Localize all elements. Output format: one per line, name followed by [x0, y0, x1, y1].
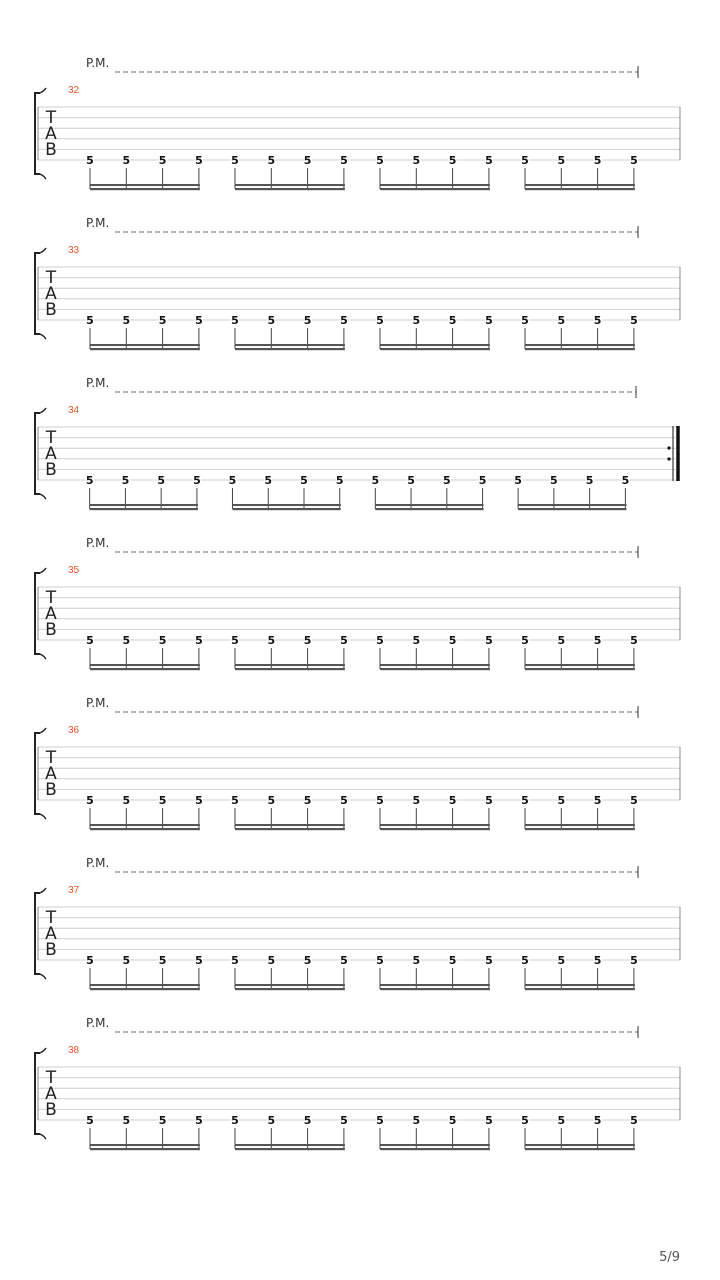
fret-number: 5 [521, 1114, 529, 1127]
fret-number: 5 [122, 634, 131, 647]
beam-upper [525, 1144, 635, 1146]
beam-upper [90, 824, 200, 826]
tab-clef-letter: T [45, 908, 57, 928]
palm-mute-label: P.M. [86, 1016, 110, 1030]
beam-lower [90, 348, 200, 350]
beam-upper [90, 984, 200, 986]
bracket-top-hook [40, 728, 46, 733]
fret-number: 5 [630, 954, 638, 967]
tab-system [35, 856, 680, 990]
bracket-bottom-hook [40, 1134, 46, 1139]
palm-mute-label: P.M. [86, 56, 110, 70]
beam-lower [235, 348, 345, 350]
fret-number: 5 [158, 314, 167, 327]
tab-system [35, 536, 680, 670]
fret-number: 5 [267, 794, 276, 807]
fret-number: 5 [448, 794, 457, 807]
beam-upper [525, 184, 635, 186]
fret-number: 5 [630, 634, 638, 647]
beam-lower [235, 668, 345, 670]
fret-number: 5 [158, 794, 167, 807]
fret-number: 5 [195, 794, 203, 807]
fret-number: 5 [485, 794, 493, 807]
beam-upper [525, 984, 635, 986]
fret-number: 5 [521, 794, 529, 807]
fret-number: 5 [340, 794, 348, 807]
fret-number: 5 [412, 954, 421, 967]
bracket-top-hook [40, 408, 46, 413]
fret-number: 5 [521, 634, 529, 647]
fret-number: 5 [300, 474, 308, 487]
fret-number: 5 [86, 1114, 94, 1127]
fret-number: 5 [122, 154, 131, 167]
beam-upper [90, 184, 200, 186]
tab-clef-letter: B [45, 300, 57, 320]
beam-upper [235, 344, 345, 346]
beam-lower [235, 988, 345, 990]
beam-lower [380, 188, 490, 190]
beam-upper [380, 984, 490, 986]
beam-lower [232, 508, 340, 510]
fret-number: 5 [158, 154, 167, 167]
fret-number: 5 [340, 154, 348, 167]
fret-number: 5 [195, 954, 203, 967]
beam-lower [90, 988, 200, 990]
fret-number: 5 [376, 634, 384, 647]
fret-number: 5 [231, 1114, 239, 1127]
fret-number: 5 [521, 314, 529, 327]
beam-upper [380, 1144, 490, 1146]
fret-number: 5 [557, 794, 566, 807]
bracket-top-hook [40, 88, 46, 93]
fret-number: 5 [557, 154, 566, 167]
fret-number: 5 [231, 634, 239, 647]
bracket-top-hook [40, 248, 46, 253]
measure-number: 37 [68, 885, 80, 896]
beam-upper [380, 664, 490, 666]
fret-number: 5 [448, 634, 457, 647]
fret-number: 5 [122, 1114, 131, 1127]
bracket-bottom-hook [40, 814, 46, 819]
tab-system [35, 216, 680, 350]
fret-number: 5 [267, 314, 276, 327]
tab-clef-letter: B [45, 140, 57, 160]
fret-number: 5 [485, 314, 493, 327]
beam-upper [90, 1144, 200, 1146]
fret-number: 5 [448, 954, 457, 967]
fret-number: 5 [593, 1114, 602, 1127]
fret-number: 5 [550, 474, 558, 487]
fret-number: 5 [478, 474, 487, 487]
fret-number: 5 [122, 794, 131, 807]
beam-lower [380, 348, 490, 350]
fret-number: 5 [340, 314, 348, 327]
beam-lower [90, 828, 200, 830]
fret-number: 5 [158, 634, 167, 647]
fret-number: 5 [231, 154, 239, 167]
fret-number: 5 [303, 314, 312, 327]
beam-upper [375, 504, 483, 506]
fret-number: 5 [485, 154, 493, 167]
tab-clef-letter: A [45, 764, 57, 784]
fret-number: 5 [340, 634, 348, 647]
beam-lower [525, 988, 635, 990]
fret-number: 5 [521, 954, 529, 967]
tab-clef-letter: T [45, 748, 57, 768]
palm-mute-label: P.M. [86, 696, 110, 710]
page-number: 5/9 [659, 1250, 680, 1265]
fret-number: 5 [303, 1114, 312, 1127]
fret-number: 5 [231, 954, 239, 967]
fret-number: 5 [630, 154, 638, 167]
beam-lower [380, 828, 490, 830]
tab-clef-letter: B [45, 780, 57, 800]
beam-upper [380, 184, 490, 186]
beam-upper [525, 824, 635, 826]
tab-clef-letter: A [45, 284, 57, 304]
beam-upper [232, 504, 340, 506]
palm-mute-label: P.M. [86, 536, 110, 550]
palm-mute-label: P.M. [86, 856, 110, 870]
bracket-top-hook [40, 568, 46, 573]
fret-number: 5 [158, 1114, 167, 1127]
tab-clef-letter: T [45, 1068, 57, 1088]
fret-number: 5 [593, 954, 602, 967]
beam-upper [525, 344, 635, 346]
fret-number: 5 [193, 474, 201, 487]
fret-number: 5 [521, 154, 529, 167]
fret-number: 5 [621, 474, 630, 487]
fret-number: 5 [376, 314, 384, 327]
fret-number: 5 [195, 314, 203, 327]
fret-number: 5 [585, 474, 594, 487]
beam-upper [235, 824, 345, 826]
tab-system [35, 696, 680, 830]
fret-number: 5 [376, 154, 384, 167]
fret-number: 5 [231, 314, 239, 327]
bracket-bottom-hook [40, 494, 46, 499]
beam-upper [518, 504, 626, 506]
tab-clef-letter: T [45, 108, 57, 128]
repeat-dot [667, 446, 670, 449]
fret-number: 5 [376, 954, 384, 967]
beam-upper [380, 824, 490, 826]
beam-upper [525, 664, 635, 666]
fret-number: 5 [630, 314, 638, 327]
tab-clef-letter: T [45, 268, 57, 288]
measure-number: 33 [68, 245, 80, 256]
fret-number: 5 [557, 314, 566, 327]
fret-number: 5 [158, 954, 167, 967]
fret-number: 5 [303, 634, 312, 647]
fret-number: 5 [448, 314, 457, 327]
fret-number: 5 [448, 154, 457, 167]
beam-lower [518, 508, 626, 510]
fret-number: 5 [157, 474, 165, 487]
tab-clef-letter: B [45, 620, 57, 640]
fret-number: 5 [86, 314, 94, 327]
beam-lower [525, 668, 635, 670]
beam-upper [90, 664, 200, 666]
tab-system [35, 56, 680, 190]
fret-number: 5 [86, 794, 94, 807]
beam-lower [90, 188, 200, 190]
beam-lower [380, 668, 490, 670]
beam-upper [235, 184, 345, 186]
fret-number: 5 [485, 954, 493, 967]
fret-number: 5 [86, 954, 94, 967]
measure-number: 32 [68, 85, 80, 96]
measure-number: 38 [68, 1045, 80, 1056]
fret-number: 5 [122, 314, 131, 327]
tab-clef-letter: T [45, 588, 57, 608]
fret-number: 5 [340, 954, 348, 967]
tab-clef-letter: T [45, 428, 57, 448]
fret-number: 5 [630, 1114, 638, 1127]
fret-number: 5 [121, 474, 130, 487]
beam-lower [235, 188, 345, 190]
fret-number: 5 [557, 1114, 566, 1127]
beam-upper [235, 984, 345, 986]
fret-number: 5 [407, 474, 415, 487]
beam-lower [525, 1148, 635, 1150]
fret-number: 5 [371, 474, 380, 487]
tab-clef-letter: A [45, 1084, 57, 1104]
beam-lower [380, 988, 490, 990]
fret-number: 5 [195, 1114, 203, 1127]
fret-number: 5 [228, 474, 237, 487]
fret-number: 5 [412, 314, 421, 327]
fret-number: 5 [264, 474, 273, 487]
tab-clef-letter: A [45, 444, 57, 464]
fret-number: 5 [485, 634, 493, 647]
fret-number: 5 [412, 634, 421, 647]
fret-number: 5 [448, 1114, 457, 1127]
fret-number: 5 [85, 474, 94, 487]
fret-number: 5 [340, 1114, 348, 1127]
beam-upper [235, 664, 345, 666]
tab-clef-letter: A [45, 924, 57, 944]
fret-number: 5 [412, 1114, 421, 1127]
fret-number: 5 [412, 794, 421, 807]
palm-mute-label: P.M. [86, 376, 110, 390]
tab-clef-letter: A [45, 124, 57, 144]
fret-number: 5 [376, 794, 384, 807]
bracket-top-hook [40, 1048, 46, 1053]
beam-lower [235, 828, 345, 830]
fret-number: 5 [557, 634, 566, 647]
measure-number: 36 [68, 725, 80, 736]
bracket-bottom-hook [40, 974, 46, 979]
bracket-bottom-hook [40, 654, 46, 659]
beam-lower [525, 348, 635, 350]
tab-system [35, 1016, 680, 1150]
tab-clef-letter: B [45, 1100, 57, 1120]
tab-clef-letter: B [45, 940, 57, 960]
measure-number: 34 [68, 405, 80, 416]
fret-number: 5 [86, 634, 94, 647]
tab-clef-letter: B [45, 460, 57, 480]
measure-number: 35 [68, 565, 80, 576]
beam-lower [90, 1148, 200, 1150]
fret-number: 5 [303, 794, 312, 807]
beam-lower [90, 508, 198, 510]
beam-upper [235, 1144, 345, 1146]
fret-number: 5 [557, 954, 566, 967]
beam-upper [90, 344, 200, 346]
fret-number: 5 [303, 954, 312, 967]
fret-number: 5 [267, 634, 276, 647]
beam-lower [525, 828, 635, 830]
beam-lower [90, 668, 200, 670]
beam-lower [380, 1148, 490, 1150]
beam-upper [90, 504, 198, 506]
beam-lower [375, 508, 483, 510]
bracket-top-hook [40, 888, 46, 893]
fret-number: 5 [485, 1114, 493, 1127]
fret-number: 5 [593, 314, 602, 327]
fret-number: 5 [195, 634, 203, 647]
fret-number: 5 [267, 154, 276, 167]
beam-lower [525, 188, 635, 190]
repeat-dot [667, 457, 670, 460]
fret-number: 5 [303, 154, 312, 167]
beam-upper [380, 344, 490, 346]
fret-number: 5 [267, 1114, 276, 1127]
fret-number: 5 [122, 954, 131, 967]
fret-number: 5 [593, 154, 602, 167]
fret-number: 5 [593, 794, 602, 807]
fret-number: 5 [376, 1114, 384, 1127]
fret-number: 5 [514, 474, 522, 487]
palm-mute-label: P.M. [86, 216, 110, 230]
fret-number: 5 [630, 794, 638, 807]
beam-lower [235, 1148, 345, 1150]
fret-number: 5 [442, 474, 451, 487]
tab-clef-letter: A [45, 604, 57, 624]
fret-number: 5 [593, 634, 602, 647]
fret-number: 5 [412, 154, 421, 167]
tab-system [35, 376, 678, 510]
bracket-bottom-hook [40, 334, 46, 339]
bracket-bottom-hook [40, 174, 46, 179]
fret-number: 5 [195, 154, 203, 167]
fret-number: 5 [231, 794, 239, 807]
fret-number: 5 [335, 474, 344, 487]
fret-number: 5 [86, 154, 94, 167]
fret-number: 5 [267, 954, 276, 967]
